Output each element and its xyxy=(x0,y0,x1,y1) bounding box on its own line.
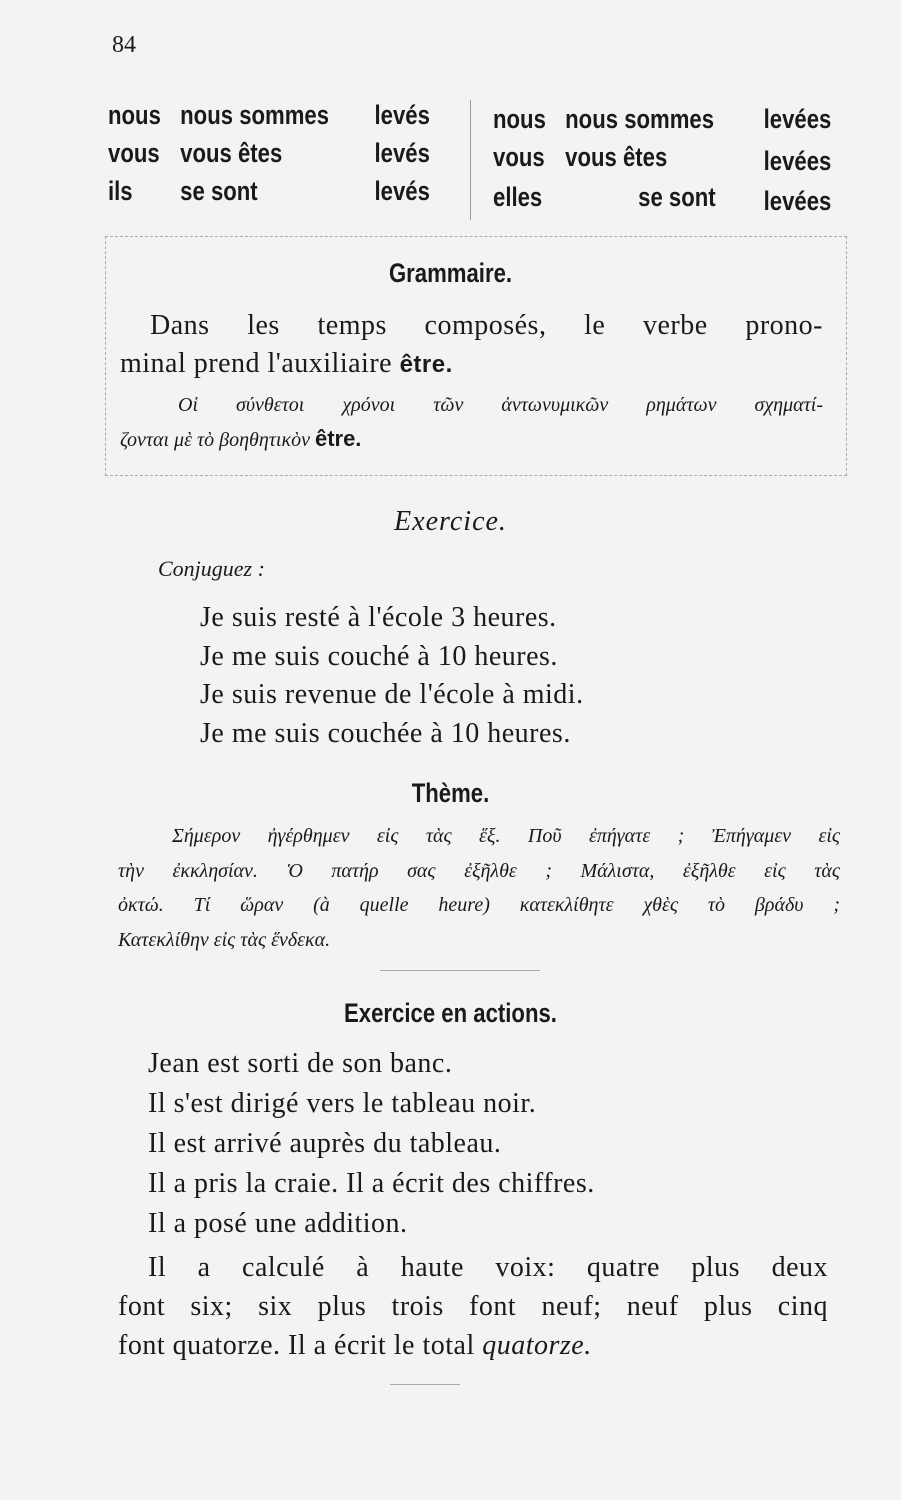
participle: levés xyxy=(374,138,430,168)
action-text: font quatorze. Il a écrit le total xyxy=(118,1330,475,1361)
verb: nous sommes xyxy=(565,104,715,134)
action-line: Il s'est dirigé vers le tableau noir. xyxy=(148,1088,537,1119)
pronoun: ils xyxy=(108,176,133,206)
action-line: Il a posé une addition. xyxy=(148,1208,408,1239)
theme-line: τὴν ἐκκλησίαν. Ὁ πατήρ σας ἐξῆλθε ; Μάλιστα, ἐξῆλθε εἰς τὰς xyxy=(118,860,840,882)
conjugation-right xyxy=(493,104,846,224)
column-divider xyxy=(470,100,471,220)
exercise-line: Je suis revenue de l'école à midi. xyxy=(200,679,584,710)
verb: vous êtes xyxy=(180,138,283,168)
greek-grammar-line: Οἱ σύνθετοι χρόνοι τῶν ἀντωνυμικῶν ρημάτων σχηματί- xyxy=(178,394,823,416)
action-line: font six; six plus trois font neuf; neuf plus cinq xyxy=(118,1291,828,1322)
exercise-line: Je me suis couché à 10 heures. xyxy=(200,641,558,672)
verb: se sont xyxy=(180,176,258,206)
greek-bold: être. xyxy=(314,426,362,451)
theme-line: Σήμερον ἠγέρθημεν εἰς τὰς ἕξ. Ποῦ ἐπήγατε ; Ἐπήγαμεν εἰς xyxy=(172,825,840,847)
page-number: 84 xyxy=(112,32,136,58)
grammar-text: minal prend l'auxiliaire xyxy=(120,348,393,379)
separator xyxy=(390,1384,460,1385)
grammar-bold: être. xyxy=(399,351,453,378)
pronoun: nous xyxy=(493,104,546,134)
participle: levés xyxy=(374,100,430,130)
pronoun: nous xyxy=(108,100,161,130)
actions-title: Exercice en actions. xyxy=(344,998,557,1028)
grammar-line: Dans les temps composés, le verbe prono- xyxy=(150,310,823,341)
theme-line: ὀκτώ. Τί ὥραν (à quelle heure) κατεκλίθητε χθὲς τὸ βράδυ ; xyxy=(118,894,840,916)
verb: nous sommes xyxy=(180,100,330,130)
participle: levées xyxy=(763,186,832,216)
theme-title: Thème. xyxy=(411,778,490,808)
verb: se sont xyxy=(638,182,716,212)
grammar-line xyxy=(120,348,453,380)
action-line xyxy=(118,1330,592,1362)
pronoun: vous xyxy=(493,142,545,172)
conjugation-left xyxy=(108,100,444,220)
action-italic: quatorze. xyxy=(482,1330,592,1361)
action-line: Il a pris la craie. Il a écrit des chiffres. xyxy=(148,1168,595,1199)
verb: vous êtes xyxy=(565,142,668,172)
action-line: Il est arrivé auprès du tableau. xyxy=(148,1128,502,1159)
participle: levées xyxy=(763,104,832,134)
exercise-instruction: Conjuguez : xyxy=(158,556,265,581)
action-line: Il a calculé à haute voix: quatre plus deux xyxy=(148,1252,828,1283)
theme-line: Κατεκλίθην εἰς τὰς ἕνδεκα. xyxy=(118,929,331,951)
grammar-title: Grammaire. xyxy=(388,258,513,288)
participle: levées xyxy=(763,146,832,176)
exercise-line: Je suis resté à l'école 3 heures. xyxy=(200,602,557,633)
exercise-title: Exercice. xyxy=(394,506,507,537)
separator xyxy=(380,970,540,971)
greek-grammar-line xyxy=(120,426,361,452)
pronoun: vous xyxy=(108,138,160,168)
exercise-line: Je me suis couchée à 10 heures. xyxy=(200,718,571,749)
pronoun: elles xyxy=(493,182,543,212)
participle: levés xyxy=(374,176,430,206)
greek-text: ζονται μὲ τὸ βοηθητικὸν xyxy=(120,429,310,451)
action-line: Jean est sorti de son banc. xyxy=(148,1048,453,1079)
